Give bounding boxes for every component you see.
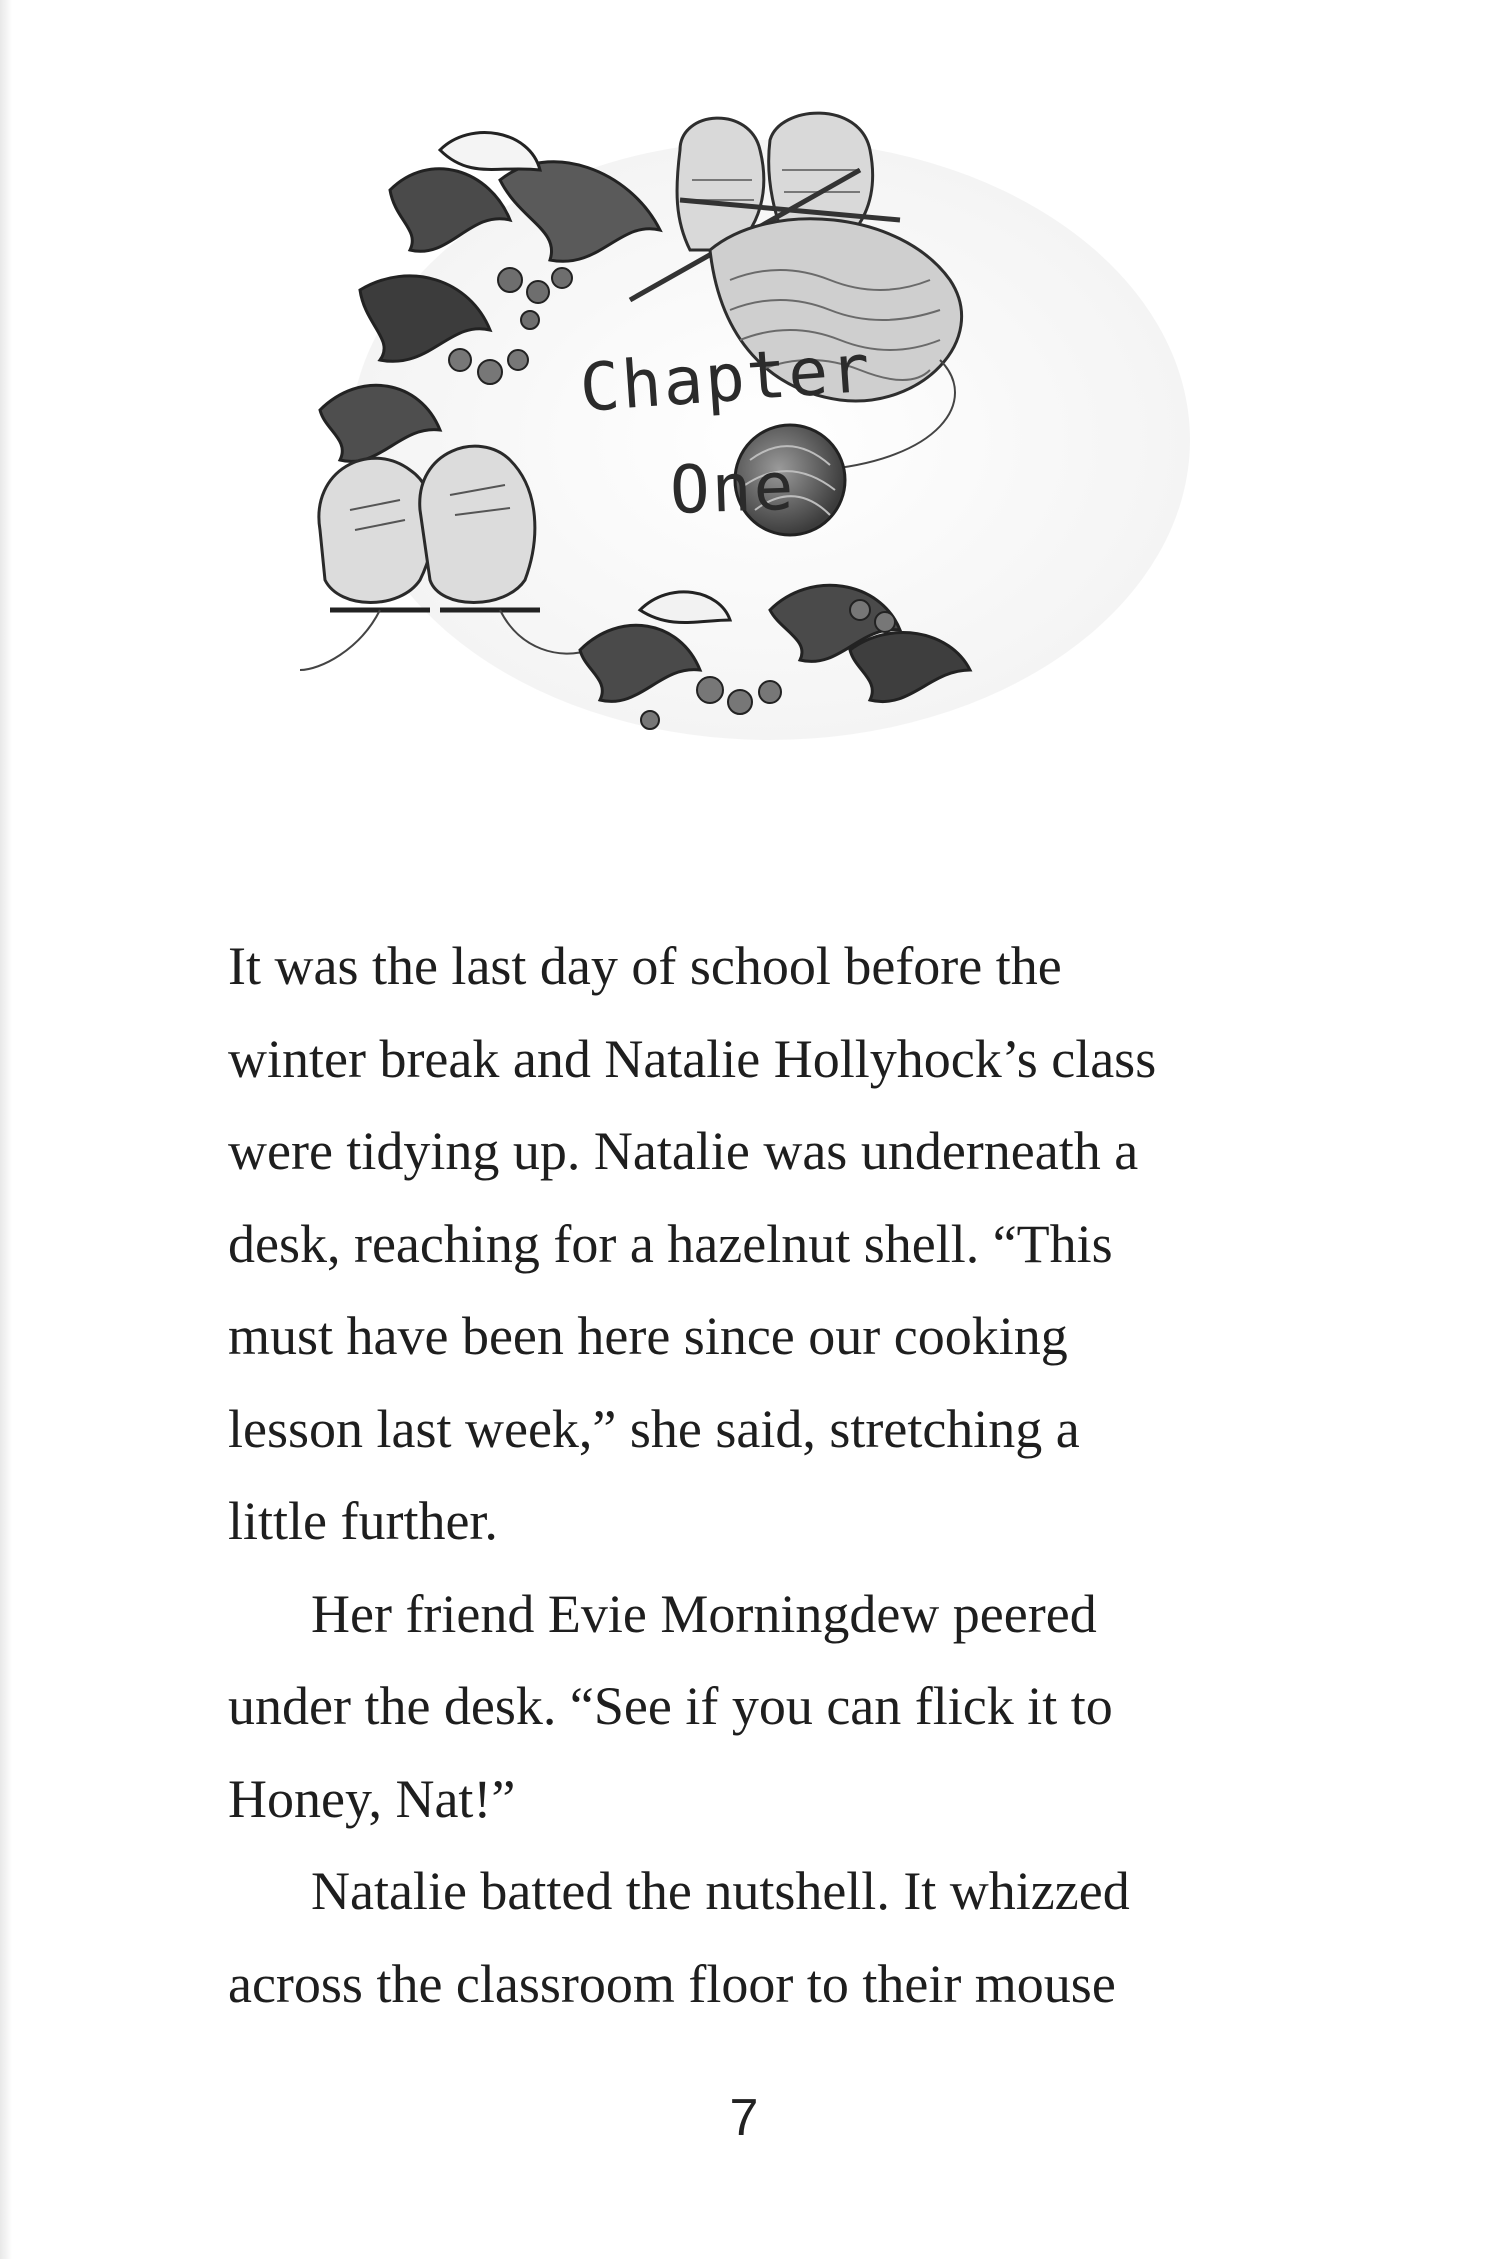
body-line: lesson last week,” she said, stretching a (228, 1398, 1080, 1459)
body-line: across the classroom floor to their mouse (228, 1953, 1116, 2014)
page-edge-shadow (0, 0, 12, 2259)
body-line: Her friend Evie Morningdew peered (311, 1583, 1097, 1644)
body-line: winter break and Natalie Hollyhock’s class (228, 1028, 1157, 1089)
chapter-heading-word2: One (668, 447, 797, 529)
chapter-body-text (228, 920, 1308, 2030)
body-line: were tidying up. Natalie was underneath a (228, 1121, 1139, 1181)
body-line: must have been here since our cooking (228, 1306, 1068, 1366)
body-line: Honey, Nat!” (228, 1768, 516, 1829)
body-line: It was the last day of school before the (228, 936, 1062, 996)
body-line: little further. (228, 1491, 498, 1551)
body-line: Natalie batted the nutshell. It whizzed (311, 1861, 1130, 1921)
body-line: desk, reaching for a hazelnut shell. “This (228, 1213, 1113, 1274)
chapter-heading-word1: Chapter (577, 329, 875, 427)
body-line: under the desk. “See if you can flick it to (228, 1676, 1113, 1736)
page-number: 7 (729, 2089, 759, 2147)
chapter-heading (560, 329, 980, 580)
